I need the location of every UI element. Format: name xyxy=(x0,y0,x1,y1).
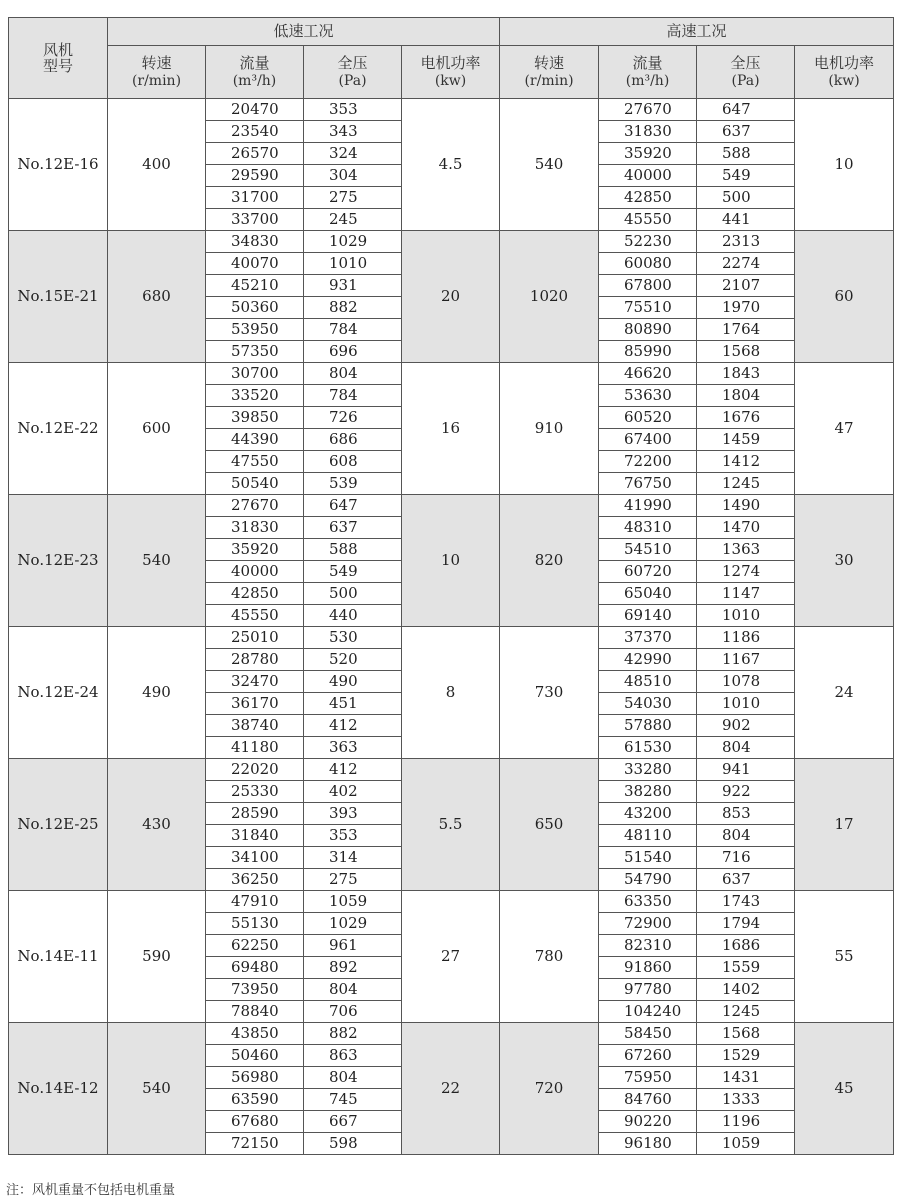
high-pressure-cell: 500 xyxy=(697,187,795,209)
high-flow-cell: 75510 xyxy=(599,297,697,319)
high-power-cell: 10 xyxy=(795,99,894,231)
low-speed-cell: 540 xyxy=(108,495,206,627)
high-flow-cell: 60080 xyxy=(599,253,697,275)
high-flow-cell: 43200 xyxy=(599,803,697,825)
high-flow-cell: 54790 xyxy=(599,869,697,891)
high-pressure-cell: 1843 xyxy=(697,363,795,385)
high-pressure-cell: 637 xyxy=(697,869,795,891)
low-pressure-cell: 402 xyxy=(304,781,402,803)
high-power-cell: 47 xyxy=(795,363,894,495)
low-flow-cell: 67680 xyxy=(206,1111,304,1133)
low-flow-cell: 69480 xyxy=(206,957,304,979)
low-pressure-cell: 412 xyxy=(304,715,402,737)
fan-performance-table xyxy=(8,17,894,1155)
high-flow-cell: 60720 xyxy=(599,561,697,583)
high-pressure-cell: 1431 xyxy=(697,1067,795,1089)
high-pressure-cell: 1743 xyxy=(697,891,795,913)
table-header xyxy=(9,18,894,99)
high-flow-cell: 38280 xyxy=(599,781,697,803)
table-row xyxy=(9,231,894,253)
header-fan-model-line1: 风机 xyxy=(42,40,73,59)
low-power-cell: 27 xyxy=(402,891,500,1023)
high-flow-cell: 48510 xyxy=(599,671,697,693)
high-pressure-cell: 441 xyxy=(697,209,795,231)
high-flow-cell: 72900 xyxy=(599,913,697,935)
low-pressure-cell: 892 xyxy=(304,957,402,979)
low-power-cell: 22 xyxy=(402,1023,500,1155)
low-power-cell: 10 xyxy=(402,495,500,627)
high-pressure-cell: 1059 xyxy=(697,1133,795,1155)
low-speed-cell: 540 xyxy=(108,1023,206,1155)
fan-model-cell: No.12E-25 xyxy=(9,759,108,891)
fan-model-cell: No.12E-24 xyxy=(9,627,108,759)
low-power-cell: 5.5 xyxy=(402,759,500,891)
low-pressure-cell: 353 xyxy=(304,99,402,121)
low-pressure-cell: 530 xyxy=(304,627,402,649)
high-flow-cell: 46620 xyxy=(599,363,697,385)
header-col-label: 电机功率 xyxy=(814,54,875,73)
low-flow-cell: 38740 xyxy=(206,715,304,737)
low-pressure-cell: 275 xyxy=(304,869,402,891)
low-speed-cell: 600 xyxy=(108,363,206,495)
high-flow-cell: 54030 xyxy=(599,693,697,715)
high-flow-cell: 57880 xyxy=(599,715,697,737)
low-pressure-cell: 451 xyxy=(304,693,402,715)
low-flow-cell: 31830 xyxy=(206,517,304,539)
high-pressure-cell: 1970 xyxy=(697,297,795,319)
low-pressure-cell: 726 xyxy=(304,407,402,429)
table-row xyxy=(9,495,894,517)
header-high-speed xyxy=(500,46,599,99)
header-col-unit: (m³/h) xyxy=(232,72,277,89)
low-pressure-cell: 343 xyxy=(304,121,402,143)
low-flow-cell: 34100 xyxy=(206,847,304,869)
low-flow-cell: 25330 xyxy=(206,781,304,803)
header-col-unit: (kw) xyxy=(434,72,467,89)
low-flow-cell: 63590 xyxy=(206,1089,304,1111)
header-high-power xyxy=(795,46,894,99)
low-pressure-cell: 804 xyxy=(304,1067,402,1089)
high-flow-cell: 63350 xyxy=(599,891,697,913)
header-col-unit: (kw) xyxy=(828,72,860,89)
high-pressure-cell: 902 xyxy=(697,715,795,737)
high-power-cell: 60 xyxy=(795,231,894,363)
low-flow-cell: 29590 xyxy=(206,165,304,187)
high-pressure-cell: 1186 xyxy=(697,627,795,649)
low-pressure-cell: 275 xyxy=(304,187,402,209)
low-flow-cell: 34830 xyxy=(206,231,304,253)
high-power-cell: 55 xyxy=(795,891,894,1023)
fan-model-group xyxy=(9,363,894,495)
low-pressure-cell: 804 xyxy=(304,979,402,1001)
high-flow-cell: 52230 xyxy=(599,231,697,253)
low-flow-cell: 53950 xyxy=(206,319,304,341)
high-pressure-cell: 2274 xyxy=(697,253,795,275)
high-speed-cell: 540 xyxy=(500,99,599,231)
high-pressure-cell: 1676 xyxy=(697,407,795,429)
high-flow-cell: 61530 xyxy=(599,737,697,759)
high-flow-cell: 84760 xyxy=(599,1089,697,1111)
high-flow-cell: 41990 xyxy=(599,495,697,517)
high-pressure-cell: 853 xyxy=(697,803,795,825)
high-flow-cell: 60520 xyxy=(599,407,697,429)
header-col-label: 电机功率 xyxy=(420,54,481,73)
low-speed-cell: 680 xyxy=(108,231,206,363)
fan-model-cell: No.15E-21 xyxy=(9,231,108,363)
high-pressure-cell: 941 xyxy=(697,759,795,781)
high-flow-cell: 58450 xyxy=(599,1023,697,1045)
fan-model-group xyxy=(9,495,894,627)
low-flow-cell: 27670 xyxy=(206,495,304,517)
high-flow-cell: 96180 xyxy=(599,1133,697,1155)
high-flow-cell: 31830 xyxy=(599,121,697,143)
high-flow-cell: 82310 xyxy=(599,935,697,957)
low-flow-cell: 35920 xyxy=(206,539,304,561)
header-col-label: 流量 xyxy=(632,54,663,73)
low-flow-cell: 42850 xyxy=(206,583,304,605)
low-flow-cell: 28590 xyxy=(206,803,304,825)
high-pressure-cell: 1529 xyxy=(697,1045,795,1067)
low-flow-cell: 47910 xyxy=(206,891,304,913)
low-flow-cell: 40070 xyxy=(206,253,304,275)
low-flow-cell: 41180 xyxy=(206,737,304,759)
high-power-cell: 24 xyxy=(795,627,894,759)
table-row xyxy=(9,627,894,649)
high-flow-cell: 51540 xyxy=(599,847,697,869)
high-pressure-cell: 1490 xyxy=(697,495,795,517)
high-pressure-cell: 1333 xyxy=(697,1089,795,1111)
header-fan-model xyxy=(9,18,108,99)
high-pressure-cell: 1764 xyxy=(697,319,795,341)
header-col-unit: (r/min) xyxy=(131,72,182,89)
high-pressure-cell: 1363 xyxy=(697,539,795,561)
low-flow-cell: 36250 xyxy=(206,869,304,891)
header-col-label: 转速 xyxy=(534,54,565,73)
low-flow-cell: 50540 xyxy=(206,473,304,495)
high-flow-cell: 48310 xyxy=(599,517,697,539)
low-flow-cell: 57350 xyxy=(206,341,304,363)
fan-model-group xyxy=(9,627,894,759)
high-flow-cell: 72200 xyxy=(599,451,697,473)
low-flow-cell: 72150 xyxy=(206,1133,304,1155)
low-flow-cell: 32470 xyxy=(206,671,304,693)
low-flow-cell: 62250 xyxy=(206,935,304,957)
low-flow-cell: 26570 xyxy=(206,143,304,165)
high-pressure-cell: 1245 xyxy=(697,1001,795,1023)
high-power-cell: 45 xyxy=(795,1023,894,1155)
fan-model-cell: No.14E-11 xyxy=(9,891,108,1023)
low-pressure-cell: 745 xyxy=(304,1089,402,1111)
low-flow-cell: 22020 xyxy=(206,759,304,781)
low-pressure-cell: 393 xyxy=(304,803,402,825)
low-pressure-cell: 1059 xyxy=(304,891,402,913)
low-pressure-cell: 784 xyxy=(304,385,402,407)
header-high-flow xyxy=(599,46,697,99)
header-low-speed xyxy=(108,46,206,99)
high-pressure-cell: 1167 xyxy=(697,649,795,671)
footnote: 注：风机重量不包括电机重量 xyxy=(6,1183,176,1198)
low-pressure-cell: 490 xyxy=(304,671,402,693)
high-flow-cell: 35920 xyxy=(599,143,697,165)
high-pressure-cell: 1402 xyxy=(697,979,795,1001)
high-flow-cell: 33280 xyxy=(599,759,697,781)
low-flow-cell: 25010 xyxy=(206,627,304,649)
fan-model-cell: No.14E-12 xyxy=(9,1023,108,1155)
high-flow-cell: 67800 xyxy=(599,275,697,297)
fan-model-group xyxy=(9,759,894,891)
fan-model-group xyxy=(9,891,894,1023)
low-speed-cell: 430 xyxy=(108,759,206,891)
high-pressure-cell: 1804 xyxy=(697,385,795,407)
table-row xyxy=(9,363,894,385)
header-low-flow xyxy=(206,46,304,99)
low-speed-cell: 490 xyxy=(108,627,206,759)
low-flow-cell: 55130 xyxy=(206,913,304,935)
low-pressure-cell: 549 xyxy=(304,561,402,583)
high-pressure-cell: 1412 xyxy=(697,451,795,473)
high-pressure-cell: 1147 xyxy=(697,583,795,605)
low-pressure-cell: 539 xyxy=(304,473,402,495)
header-low-power xyxy=(402,46,500,99)
low-pressure-cell: 686 xyxy=(304,429,402,451)
header-fan-model-line2: 型号 xyxy=(42,57,73,75)
high-speed-cell: 730 xyxy=(500,627,599,759)
header-high-speed-group: 高速工况 xyxy=(500,18,894,46)
high-pressure-cell: 637 xyxy=(697,121,795,143)
low-flow-cell: 30700 xyxy=(206,363,304,385)
low-flow-cell: 56980 xyxy=(206,1067,304,1089)
low-flow-cell: 47550 xyxy=(206,451,304,473)
low-speed-cell: 590 xyxy=(108,891,206,1023)
high-flow-cell: 75950 xyxy=(599,1067,697,1089)
fan-model-cell: No.12E-23 xyxy=(9,495,108,627)
low-pressure-cell: 1029 xyxy=(304,231,402,253)
low-flow-cell: 78840 xyxy=(206,1001,304,1023)
high-flow-cell: 90220 xyxy=(599,1111,697,1133)
header-high-pressure xyxy=(697,46,795,99)
low-pressure-cell: 961 xyxy=(304,935,402,957)
high-pressure-cell: 716 xyxy=(697,847,795,869)
low-flow-cell: 40000 xyxy=(206,561,304,583)
high-speed-cell: 910 xyxy=(500,363,599,495)
high-flow-cell: 40000 xyxy=(599,165,697,187)
low-flow-cell: 31700 xyxy=(206,187,304,209)
low-pressure-cell: 314 xyxy=(304,847,402,869)
high-pressure-cell: 2107 xyxy=(697,275,795,297)
low-flow-cell: 31840 xyxy=(206,825,304,847)
high-flow-cell: 91860 xyxy=(599,957,697,979)
fan-performance-sheet xyxy=(8,17,894,1155)
table-row xyxy=(9,891,894,913)
high-flow-cell: 53630 xyxy=(599,385,697,407)
header-col-label: 全压 xyxy=(337,54,368,73)
fan-model-cell: No.12E-22 xyxy=(9,363,108,495)
low-power-cell: 8 xyxy=(402,627,500,759)
low-pressure-cell: 931 xyxy=(304,275,402,297)
header-col-unit: (r/min) xyxy=(524,72,574,89)
low-pressure-cell: 245 xyxy=(304,209,402,231)
header-col-label: 转速 xyxy=(141,54,172,73)
low-pressure-cell: 440 xyxy=(304,605,402,627)
high-flow-cell: 97780 xyxy=(599,979,697,1001)
low-flow-cell: 44390 xyxy=(206,429,304,451)
header-col-label: 流量 xyxy=(239,54,270,73)
high-speed-cell: 780 xyxy=(500,891,599,1023)
low-power-cell: 20 xyxy=(402,231,500,363)
low-pressure-cell: 500 xyxy=(304,583,402,605)
header-low-speed-group: 低速工况 xyxy=(108,18,500,46)
low-flow-cell: 43850 xyxy=(206,1023,304,1045)
high-speed-cell: 1020 xyxy=(500,231,599,363)
high-flow-cell: 76750 xyxy=(599,473,697,495)
high-pressure-cell: 1459 xyxy=(697,429,795,451)
fan-model-group xyxy=(9,231,894,363)
high-pressure-cell: 804 xyxy=(697,825,795,847)
low-pressure-cell: 412 xyxy=(304,759,402,781)
high-flow-cell: 67400 xyxy=(599,429,697,451)
low-flow-cell: 73950 xyxy=(206,979,304,1001)
high-pressure-cell: 588 xyxy=(697,143,795,165)
low-pressure-cell: 863 xyxy=(304,1045,402,1067)
high-pressure-cell: 1559 xyxy=(697,957,795,979)
fan-model-group xyxy=(9,1023,894,1155)
low-pressure-cell: 882 xyxy=(304,297,402,319)
low-pressure-cell: 706 xyxy=(304,1001,402,1023)
high-flow-cell: 85990 xyxy=(599,341,697,363)
low-flow-cell: 50360 xyxy=(206,297,304,319)
low-pressure-cell: 608 xyxy=(304,451,402,473)
table-row xyxy=(9,759,894,781)
high-power-cell: 17 xyxy=(795,759,894,891)
low-flow-cell: 20470 xyxy=(206,99,304,121)
high-pressure-cell: 922 xyxy=(697,781,795,803)
high-speed-cell: 650 xyxy=(500,759,599,891)
low-flow-cell: 50460 xyxy=(206,1045,304,1067)
high-pressure-cell: 647 xyxy=(697,99,795,121)
high-flow-cell: 67260 xyxy=(599,1045,697,1067)
low-pressure-cell: 520 xyxy=(304,649,402,671)
high-pressure-cell: 1568 xyxy=(697,1023,795,1045)
low-pressure-cell: 588 xyxy=(304,539,402,561)
low-power-cell: 16 xyxy=(402,363,500,495)
high-pressure-cell: 1010 xyxy=(697,605,795,627)
low-flow-cell: 28780 xyxy=(206,649,304,671)
low-pressure-cell: 804 xyxy=(304,363,402,385)
low-pressure-cell: 363 xyxy=(304,737,402,759)
high-pressure-cell: 1274 xyxy=(697,561,795,583)
low-flow-cell: 45210 xyxy=(206,275,304,297)
fan-model-cell: No.12E-16 xyxy=(9,99,108,231)
high-pressure-cell: 1245 xyxy=(697,473,795,495)
low-flow-cell: 23540 xyxy=(206,121,304,143)
high-pressure-cell: 2313 xyxy=(697,231,795,253)
high-pressure-cell: 1470 xyxy=(697,517,795,539)
table-row xyxy=(9,99,894,121)
low-pressure-cell: 667 xyxy=(304,1111,402,1133)
low-flow-cell: 33520 xyxy=(206,385,304,407)
low-pressure-cell: 1029 xyxy=(304,913,402,935)
high-pressure-cell: 1196 xyxy=(697,1111,795,1133)
high-pressure-cell: 1794 xyxy=(697,913,795,935)
high-pressure-cell: 1568 xyxy=(697,341,795,363)
low-pressure-cell: 353 xyxy=(304,825,402,847)
high-pressure-cell: 549 xyxy=(697,165,795,187)
low-pressure-cell: 324 xyxy=(304,143,402,165)
high-speed-cell: 720 xyxy=(500,1023,599,1155)
low-power-cell: 4.5 xyxy=(402,99,500,231)
header-col-unit: (Pa) xyxy=(731,72,760,89)
low-pressure-cell: 304 xyxy=(304,165,402,187)
low-flow-cell: 45550 xyxy=(206,605,304,627)
header-col-label: 全压 xyxy=(730,54,761,73)
high-flow-cell: 69140 xyxy=(599,605,697,627)
high-flow-cell: 37370 xyxy=(599,627,697,649)
header-col-unit: (m³/h) xyxy=(625,72,670,89)
low-pressure-cell: 647 xyxy=(304,495,402,517)
high-flow-cell: 104240 xyxy=(599,1001,697,1023)
high-flow-cell: 42990 xyxy=(599,649,697,671)
low-pressure-cell: 1010 xyxy=(304,253,402,275)
low-flow-cell: 36170 xyxy=(206,693,304,715)
low-flow-cell: 39850 xyxy=(206,407,304,429)
high-pressure-cell: 1010 xyxy=(697,693,795,715)
high-flow-cell: 42850 xyxy=(599,187,697,209)
low-pressure-cell: 598 xyxy=(304,1133,402,1155)
high-flow-cell: 65040 xyxy=(599,583,697,605)
header-low-pressure xyxy=(304,46,402,99)
high-pressure-cell: 804 xyxy=(697,737,795,759)
high-flow-cell: 54510 xyxy=(599,539,697,561)
high-flow-cell: 27670 xyxy=(599,99,697,121)
low-pressure-cell: 696 xyxy=(304,341,402,363)
high-pressure-cell: 1686 xyxy=(697,935,795,957)
low-pressure-cell: 637 xyxy=(304,517,402,539)
high-speed-cell: 820 xyxy=(500,495,599,627)
fan-model-group xyxy=(9,99,894,231)
header-col-unit: (Pa) xyxy=(338,72,367,89)
low-pressure-cell: 784 xyxy=(304,319,402,341)
low-flow-cell: 33700 xyxy=(206,209,304,231)
table-row xyxy=(9,1023,894,1045)
low-pressure-cell: 882 xyxy=(304,1023,402,1045)
high-flow-cell: 48110 xyxy=(599,825,697,847)
low-speed-cell: 400 xyxy=(108,99,206,231)
high-flow-cell: 80890 xyxy=(599,319,697,341)
high-power-cell: 30 xyxy=(795,495,894,627)
high-flow-cell: 45550 xyxy=(599,209,697,231)
high-pressure-cell: 1078 xyxy=(697,671,795,693)
